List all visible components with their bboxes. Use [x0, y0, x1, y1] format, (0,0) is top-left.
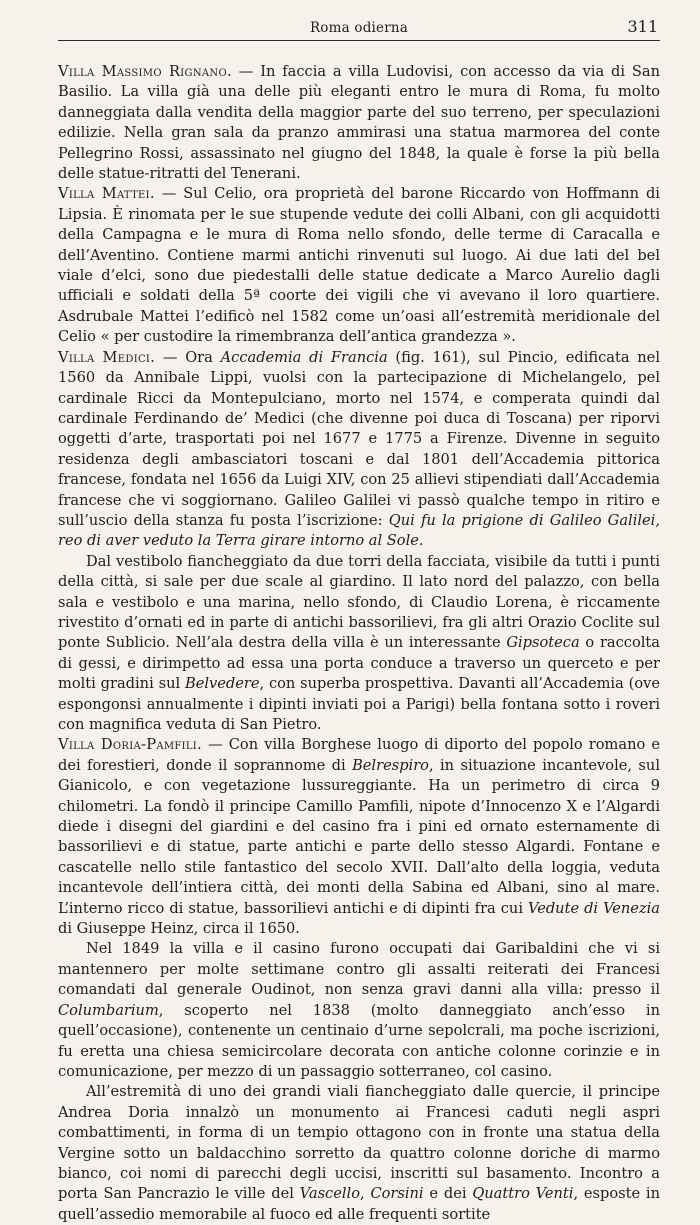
italic-text: Gipsoteca: [506, 634, 580, 652]
paragraph: [58, 552, 660, 736]
entry-heading: Villa Medici.: [58, 348, 156, 366]
text-run: e dei: [423, 1185, 473, 1203]
text-run: , esposte in quell’assedio memorabile al fuoco ed alle frequenti sortite: [58, 1185, 660, 1223]
text-run: ,: [360, 1185, 371, 1203]
body-text: [58, 62, 660, 1225]
paragraph: [58, 184, 660, 347]
running-title: Roma odierna: [309, 20, 409, 36]
page-header: [58, 14, 660, 41]
text-run: (fig. 161), sul Pincio, edificata nel 1560 da Annibale Lippi, vuolsi con la partecipazione di Michelangelo, pel cardinale Ricci da Montepulciano, morto nel 1574, e comperata quindi dal cardinale Ferdinando de’ Medici (che divenne poi duca di Toscana) per riporvi oggetti d’arte, trasportati poi nel 1677 e 1775 a Firenze. Divenne in seguito residenza degli ambasciatori toscani e dal 1801 dell’Accademia pittorica francese, fondata nel 1656 da Luigi XIV, con 25 allievi stipendiati dall’Accademia francese che vi soggiornano. Galileo Galilei vi passò qualche tempo in ritiro e sull’uscio della stanza fu posta l’iscrizione:: [58, 348, 660, 529]
text-run: , con superba prospettiva. Davanti all’Accademia (ove espongonsi annualmente i dipinti inviati poi a Parigi) bella fontana sotto i roveri con magnifica veduta di San Pietro.: [58, 675, 660, 733]
paragraph: [58, 939, 660, 1082]
paragraph: [58, 735, 660, 939]
italic-text: Belrespiro: [352, 756, 429, 774]
text-run: All’estremità di uno dei grandi viali fiancheggiato dalle quercie, il principe Andrea Doria innalzò un monumento ai Francesi caduti negli aspri combattimenti, in forma di un tempio ottagono con in fronte una statua della Vergine sotto un baldacchino sorretto da quattro colonne doriche di marmo bianco, coi nomi di parecchi degli uccisi, inscritti sul basamento. Incontro a porta San Pancrazio le ville del: [58, 1083, 660, 1203]
entry-heading: Villa Doria-Pamfili.: [58, 736, 203, 754]
page-number: 311: [627, 17, 658, 36]
italic-text: Accademia di Francia: [220, 348, 388, 366]
text-run: Nel 1849 la villa e il casino furono occupati dai Garibaldini che vi si mantennero per molte settimane contro gli assalti reiterati dei Francesi comandati dal generale Oudinot, non senza gravi danni alla villa: presso il: [58, 940, 660, 999]
italic-text: Belvedere: [184, 675, 260, 693]
text-run: — Con villa Borghese luogo di diporto del popolo romano e dei forestieri, donde il soprannome di: [58, 736, 661, 774]
italic-text: Corsini: [370, 1185, 424, 1203]
entry-heading: Villa Massimo Rignano.: [58, 63, 232, 80]
paragraph: [58, 1082, 660, 1225]
paragraph: [58, 62, 660, 184]
italic-text: Columbarium: [58, 1001, 159, 1019]
text-run: Dal vestibolo fiancheggiato da due torri della facciata, visibile da tutti i punti della città, si sale per due scale al giardino. Il lato nord del palazzo, con bella sala e vestibolo e una marina, nello sfondo, di Claudio Lorena, è riccamente rivestito d’ornati ed in parte di antichi bassorilievi, fra gli altri Orazio Coclite sul ponte Sublicio. Nell’ala destra della villa è un interessante: [58, 552, 660, 652]
text-run: , in situazione incantevole, sul Gianicolo, e con vegetazione lussureggiante. Ha un perimetro di circa 9 chilometri. La fondò il principe Camillo Pamfili, nipote d’Innocenzo X e l’Algardi diede i disegni del giardini e del casino fra i pini ed ornato esternamente di bassorilievi e di statue, parte antichi e parte dello stesso Algardi. Fontane e cascatelle nello stile fantastico del secolo XVII. Dall’alto della loggia, veduta incantevole dell’intiera città, dei monti della Sabina ed Albani, sino al mare. L’interno ricco di statue, bassorilievi antichi e di dipinti fra cui: [58, 756, 660, 917]
italic-text: Quattro Venti: [472, 1185, 574, 1203]
italic-text: Vedute di Venezia: [528, 899, 661, 917]
italic-text: Qui fu la prigione di Galileo Galilei, reo di aver veduto la Terra girare intorno al Sole.: [58, 511, 660, 550]
entry-heading: Villa Mattei.: [58, 185, 155, 203]
text-run: o raccolta di gessi, e dirimpetto ad essa una porta conduce a traverso un querceto e per molti gradini sul: [58, 634, 660, 693]
text-run: — Ora: [155, 348, 221, 366]
text-run: — Sul Celio, ora proprietà del barone Riccardo von Hoffmann di Lipsia. È rinomata per le sue stupende vedute dei colli Albani, con gli acquidotti della Campagna e le mura di Roma nello sfondo, delle terme di Caracalla e dell’Aventino. Contiene marmi antichi rinvenuti sul luogo. Ai due lati del bel viale d’elci, sono due piedestalli delle statue dedicate a Marco Aurelio dagli ufficiali e soldati della 5ª coorte dei vigili che vi avevano il loro quartiere. Asdrubale Mattei l’edificò nel 1582 come un’oasi all’estremità meridionale del Celio « per custodire la rimembranza dell’antica grandezza ».: [58, 185, 660, 346]
text-run: — In faccia a villa Ludovisi, con accesso da via di San Basilio. La villa già una delle più eleganti entro le mura di Roma, fu molto danneggiata dalla vendita della maggior parte del suo terreno, per speculazioni edilizie. Nella gran sala da pranzo ammirasi una statua marmorea del conte Pellegrino Rossi, assassinato nel giugno del 1848, la quale è forse la più bella delle statue-ritratti del Tenerani.: [58, 63, 660, 183]
italic-text: Vascello: [299, 1185, 360, 1203]
text-run: di Giuseppe Heinz, circa il 1650.: [58, 920, 300, 938]
text-run: , scoperto nel 1838 (molto danneggiato anch’esso in quell’occasione), contenente un centinaio d’urne sepolcrali, ma poche iscrizioni, fu eretta una chiesa semicircolare decorata con antiche colonne corinzie e in comunicazione, per mezzo di un passaggio sotterraneo, col casino.: [58, 1001, 660, 1080]
paragraph: [58, 348, 660, 552]
